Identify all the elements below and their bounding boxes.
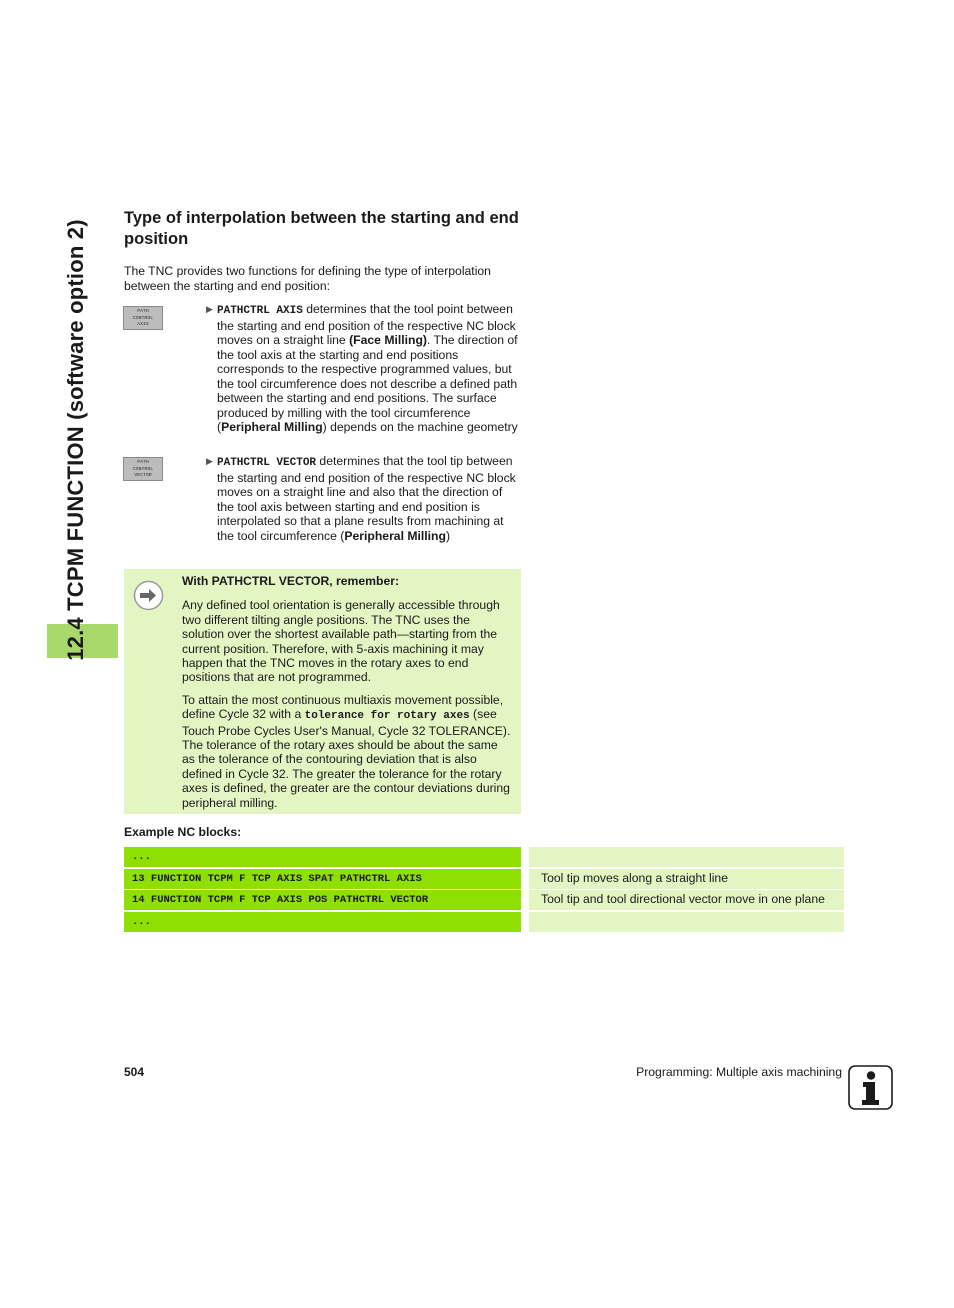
bullet-arrow-icon: ▶ xyxy=(206,456,213,466)
nc-code-cell: 13 FUNCTION TCPM F TCP AXIS SPAT PATHCTRL AXIS xyxy=(124,869,521,889)
section-heading: Type of interpolation between the starting and end position xyxy=(124,209,519,248)
note-title: With PATHCTRL VECTOR, remember: xyxy=(182,574,400,588)
note-paragraph: Any defined tool orientation is generally accessible through two different tilting angle positions. The TNC uses the solution over the shortest available path—starting from the current position. Therefore, with 5-axis machining it may happen that the TNC moves in the rotary axes to end positions that are not programmed. xyxy=(182,598,500,685)
note-code: tolerance for rotary axes xyxy=(304,710,470,723)
softkey-label-line: PATH xyxy=(137,309,149,314)
function-text: . The direction of the tool axis at the starting and end positions corresponds to the respective programmed values, but the tool circumference does not describe a defined path between the starting and end positions. The surface produced by milling with the tool circumference ( xyxy=(217,333,518,434)
nc-code-cell: ... xyxy=(124,912,521,932)
softkey-label-line: CONTROL xyxy=(132,315,154,321)
function-description-vector xyxy=(206,454,521,543)
footer-title: Programming: Multiple axis machining xyxy=(636,1065,842,1079)
page-number: 504 xyxy=(124,1065,145,1079)
nc-desc-cell: Tool tip moves along a straight line xyxy=(529,869,844,889)
nc-desc-cell xyxy=(529,912,844,932)
softkey-label-line: CONTROL xyxy=(132,466,154,472)
function-text: ) depends on the machine geometry xyxy=(322,420,518,434)
function-bold-term: (Face Milling) xyxy=(349,333,427,347)
nc-code-cell: ... xyxy=(124,847,521,867)
note-paragraph-tolerance xyxy=(182,693,512,810)
arrow-right-icon xyxy=(133,580,164,611)
table-row xyxy=(124,890,844,910)
note-text: (see Touch Probe Cycles User's Manual, Cycle 32 TOLERANCE). The tolerance of the rotary axes should be about the same as the tolerance of the contouring deviation that is also defined in Cycle 32. The greater the tolerance for the rotary axes is defined, the greater are the contour deviations during peripheral milling. xyxy=(182,707,511,810)
softkey-label-line: PATH xyxy=(137,460,149,465)
softkey-label-line: AXIS xyxy=(137,322,149,327)
table-row xyxy=(124,847,844,867)
function-bold-term: Peripheral Milling xyxy=(344,528,446,543)
table-row xyxy=(124,912,844,932)
nc-desc-cell xyxy=(529,847,844,867)
table-row xyxy=(124,869,844,889)
function-text: determines that the tool tip between the starting and end position of the respective NC block moves on a straight line and also that the direction of the tool axis between starting and end position is interpolated so that a plane results from machining at the tool circumference ( xyxy=(217,454,516,543)
function-description-axis xyxy=(206,302,521,435)
nc-code-cell: 14 FUNCTION TCPM F TCP AXIS POS PATHCTRL VECTOR xyxy=(124,890,521,910)
chapter-title: 12.4 TCPM FUNCTION (software option 2) xyxy=(63,219,88,661)
softkey-path-control-axis[interactable] xyxy=(123,306,163,330)
info-icon[interactable] xyxy=(848,1065,893,1110)
softkey-label-line: VECTOR xyxy=(134,473,152,478)
function-text: ) xyxy=(445,528,451,543)
note-box xyxy=(124,569,521,814)
function-text: determines that the tool point between the starting and end position of the respective NC block moves on a straight line xyxy=(217,302,516,347)
function-bold-term: Peripheral Milling xyxy=(221,420,323,434)
nc-desc-cell: Tool tip and tool directional vector move in one plane xyxy=(529,890,844,910)
softkey-path-control-vector[interactable] xyxy=(123,457,163,481)
note-text: To attain the most continuous multiaxis movement possible, define Cycle 32 with a xyxy=(182,692,504,722)
bullet-arrow-icon: ▶ xyxy=(206,304,213,314)
example-label: Example NC blocks: xyxy=(124,825,242,839)
function-code: PATHCTRL VECTOR xyxy=(217,457,317,469)
intro-paragraph: The TNC provides two functions for defining the type of interpolation between the starting and end position: xyxy=(124,264,491,293)
function-code: PATHCTRL AXIS xyxy=(217,305,303,317)
